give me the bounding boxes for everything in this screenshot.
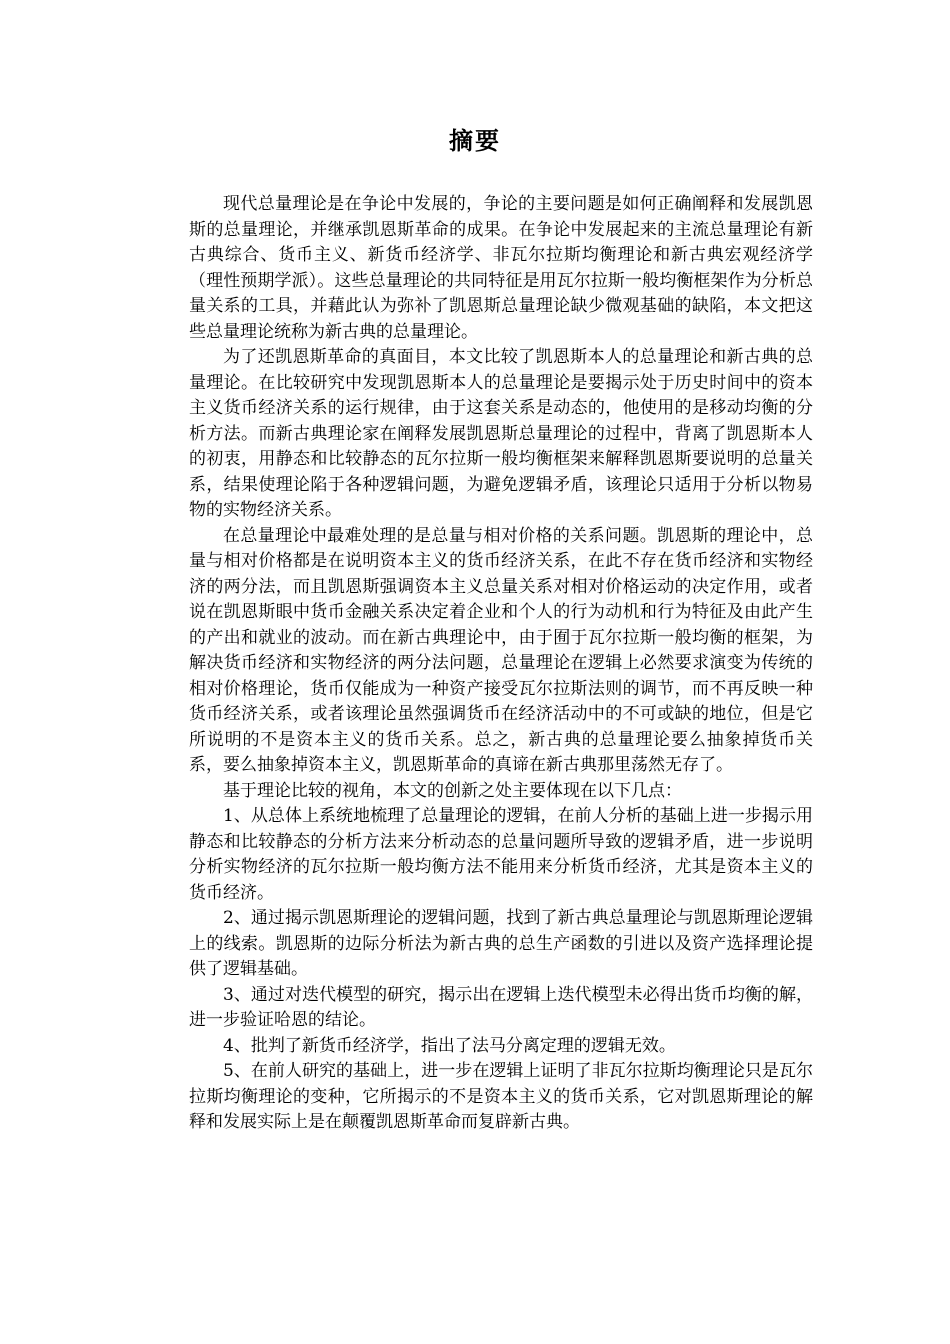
document-title: 摘要 bbox=[449, 127, 501, 155]
innovation-point-5: 5、在前人研究的基础上，进一步在逻辑上证明了非瓦尔拉斯均衡理论只是瓦尔拉斯均衡理论的变种，它所揭示的不是资本主义的货币关系，它对凯恩斯理论的解释和发展实际上是在颠覆凯恩斯革命而复辟新古典。 bbox=[189, 1061, 813, 1132]
paragraph-2: 为了还凯恩斯革命的真面目，本文比较了凯恩斯本人的总量理论和新古典的总量理论。在比较研究中发现凯恩斯本人的总量理论是要揭示处于历史时间中的资本主义货币经济关系的运行规律，由于这套关系是动态的，他使用的是移动均衡的分析方法。而新古典理论家在阐释发展凯恩斯总量理论的过程中，背离了凯恩斯本人的初衷，用静态和比较静态的瓦尔拉斯一般均衡框架来解释凯恩斯要说明的总量关系，结果使理论陷于各种逻辑问题，为避免逻辑矛盾，该理论只适用于分析以物易物的实物经济关系。 bbox=[189, 347, 813, 520]
paragraph-1: 现代总量理论是在争论中发展的，争论的主要问题是如何正确阐释和发展凯恩斯的总量理论，并继承凯恩斯革命的成果。在争论中发展起来的主流总量理论有新古典综合、货币主义、新货币经济学、非瓦尔拉斯均衡理论和新古典宏观经济学（理性预期学派）。这些总量理论的共同特征是用瓦尔拉斯一般均衡框架作为分析总量关系的工具，并藉此认为弥补了凯恩斯总量理论缺少微观基础的缺陷，本文把这些总量理论统称为新古典的总量理论。 bbox=[189, 194, 813, 342]
paragraph-3: 在总量理论中最难处理的是总量与相对价格的关系问题。凯恩斯的理论中，总量与相对价格都是在说明资本主义的货币经济关系，在此不存在货币经济和实物经济的两分法，而且凯恩斯强调资本主义总量关系对相对价格运动的决定作用，或者说在凯恩斯眼中货币金融关系决定着企业和个人的行为动机和行为特征及由此产生的产出和就业的波动。而在新古典理论中，由于囿于瓦尔拉斯一般均衡的框架，为解决货币经济和实物经济的两分法问题，总量理论在逻辑上必然要求演变为传统的相对价格理论，货币仅能成为一种资产接受瓦尔拉斯法则的调节，而不再反映一种货币经济关系，或者该理论虽然强调货币在经济活动中的不可或缺的地位，但是它所说明的不是资本主义的货币关系。总之，新古典的总量理论要么抽象掉货币关系，要么抽象掉资本主义，凯恩斯革命的真谛在新古典那里荡然无存了。 bbox=[189, 525, 813, 775]
innovation-point-4: 4、批判了新货币经济学，指出了法马分离定理的逻辑无效。 bbox=[223, 1035, 676, 1056]
abstract-body bbox=[189, 192, 813, 1136]
innovation-point-3: 3、通过对迭代模型的研究，揭示出在逻辑上迭代模型未必得出货币均衡的解，进一步验证哈恩的结论。 bbox=[189, 984, 813, 1030]
innovation-point-2: 2、通过揭示凯恩斯理论的逻辑问题，找到了新古典总量理论与凯恩斯理论逻辑上的线索。凯恩斯的边际分析法为新古典的总生产函数的引进以及资产选择理论提供了逻辑基础。 bbox=[189, 908, 813, 979]
innovation-point-1: 1、从总体上系统地梳理了总量理论的逻辑，在前人分析的基础上进一步揭示用静态和比较静态的分析方法来分析动态的总量问题所导致的逻辑矛盾，进一步说明分析实物经济的瓦尔拉斯一般均衡方法不能用来分析货币经济，尤其是资本主义的货币经济。 bbox=[189, 806, 813, 903]
paragraph-4: 基于理论比较的视角，本文的创新之处主要体现在以下几点： bbox=[223, 780, 682, 801]
